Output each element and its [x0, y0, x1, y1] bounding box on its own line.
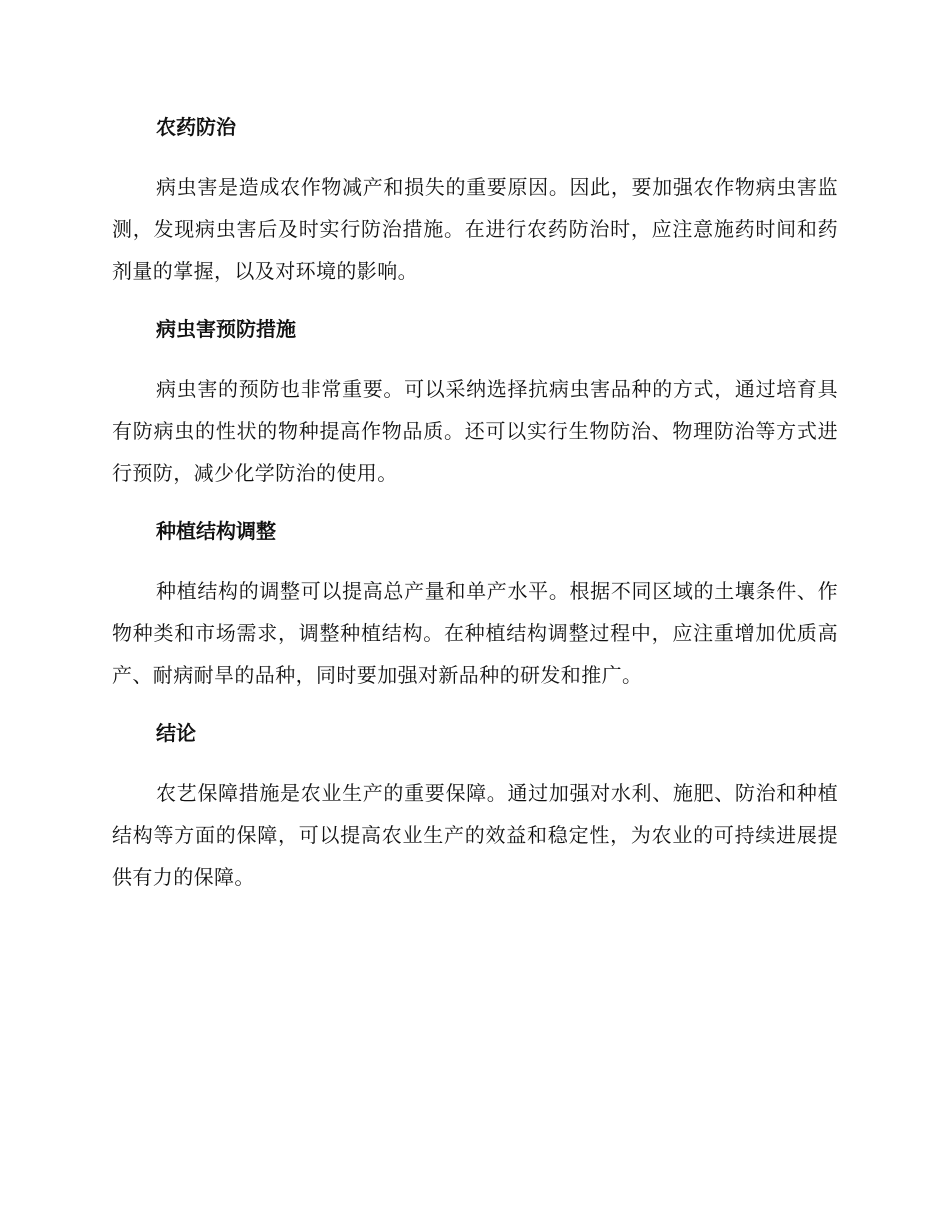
- section-paragraph: 农艺保障措施是农业生产的重要保障。通过加强对水利、施肥、防治和种植结构等方面的保障，可以提高农业生产的效益和稳定性，为农业的可持续进展提供有力的保障。: [112, 781, 838, 889]
- section-planting-structure: [112, 516, 838, 696]
- section-conclusion: [112, 718, 838, 898]
- document-body: [112, 112, 838, 920]
- section-heading: 种植结构调整: [156, 519, 276, 543]
- section-heading: 病虫害预防措施: [156, 317, 296, 341]
- section-pesticide-control: [112, 112, 838, 292]
- section-heading: 结论: [156, 721, 196, 745]
- section-paragraph: 病虫害的预防也非常重要。可以采纳选择抗病虫害品种的方式，通过培育具有防病虫的性状的物种提高作物品质。还可以实行生物防治、物理防治等方式进行预防，减少化学防治的使用。: [112, 377, 838, 485]
- section-paragraph: 种植结构的调整可以提高总产量和单产水平。根据不同区域的土壤条件、作物种类和市场需求，调整种植结构。在种植结构调整过程中，应注重增加优质高产、耐病耐旱的品种，同时要加强对新品种的研发和推广。: [112, 579, 838, 687]
- section-paragraph: 病虫害是造成农作物减产和损失的重要原因。因此，要加强农作物病虫害监测，发现病虫害后及时实行防治措施。在进行农药防治时，应注意施药时间和药剂量的掌握，以及对环境的影响。: [112, 175, 838, 283]
- section-pest-prevention: [112, 314, 838, 494]
- section-heading: 农药防治: [156, 115, 236, 139]
